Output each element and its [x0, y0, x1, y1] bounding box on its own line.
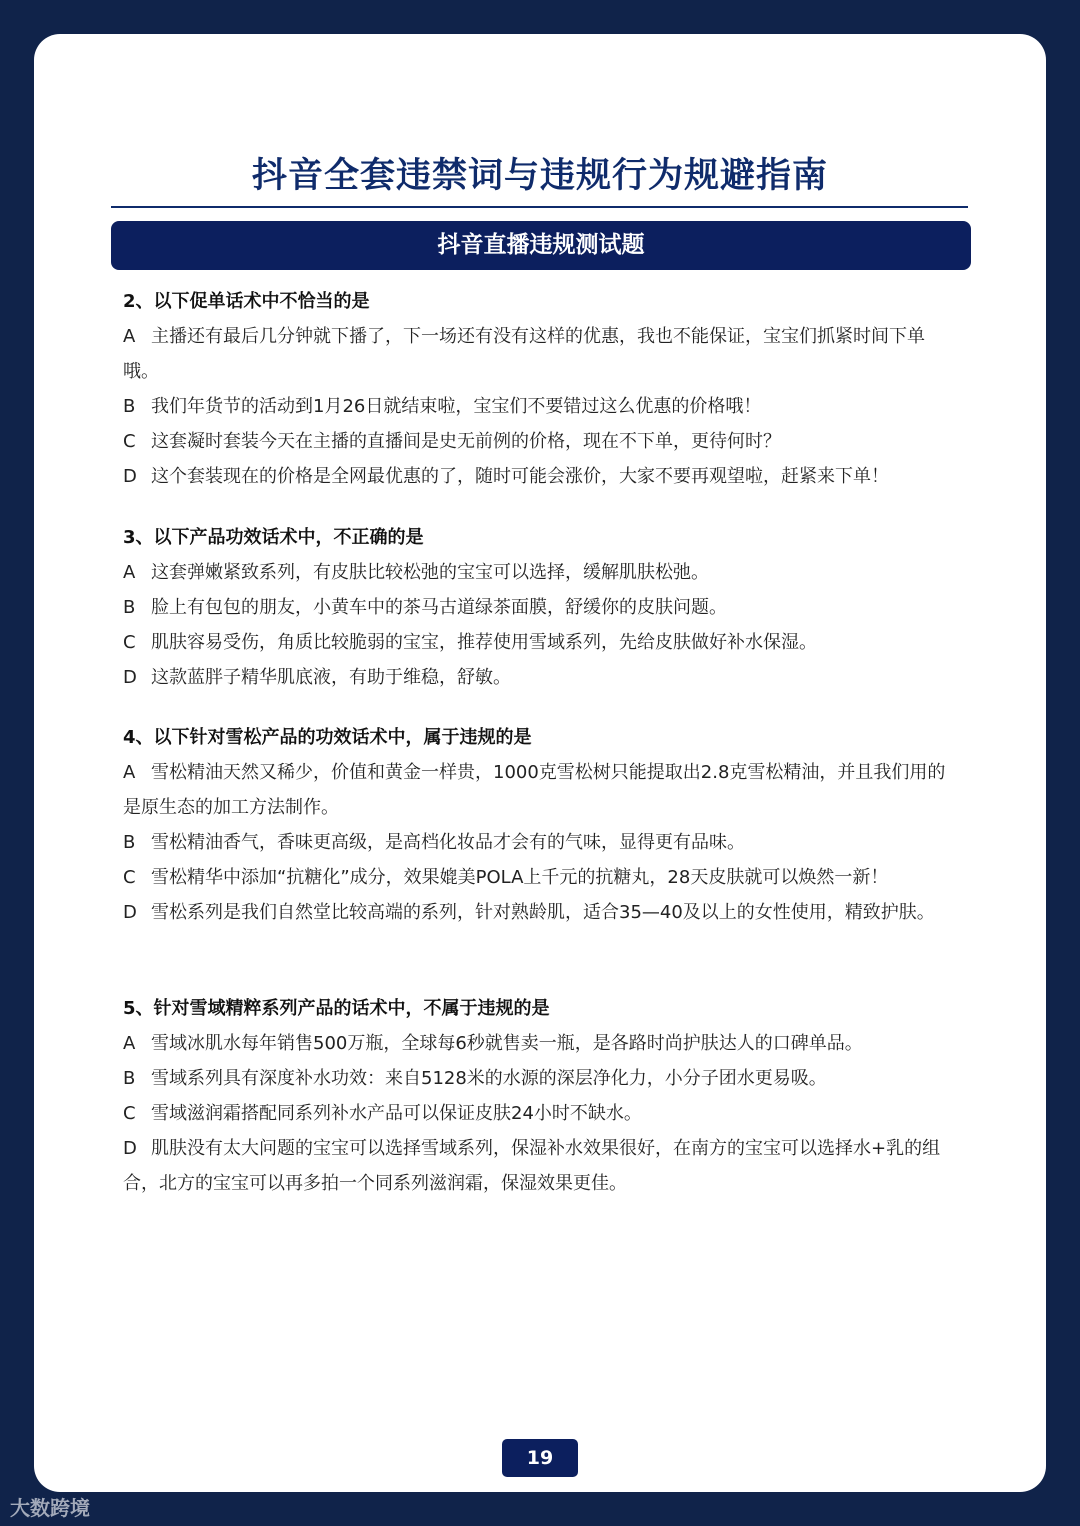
- question-text: 2、以下促单话术中不恰当的是: [123, 291, 370, 312]
- option: D 雪松系列是我们自然堂比较高端的系列，针对熟龄肌，适合35—40及以上的女性使用，精致护肤。: [123, 902, 935, 923]
- option: A 这套弹嫩紧致系列，有皮肤比较松弛的宝宝可以选择，缓解肌肤松弛。: [123, 562, 709, 583]
- watermark: 大数跨境: [10, 1496, 90, 1520]
- option: B 我们年货节的活动到1月26日就结束啦，宝宝们不要错过这么优惠的价格哦！: [123, 396, 762, 417]
- option: C 肌肤容易受伤，角质比较脆弱的宝宝，推荐使用雪域系列，先给皮肤做好补水保湿。: [123, 632, 817, 653]
- option: C 雪域滋润霜搭配同系列补水产品可以保证皮肤24小时不缺水。: [123, 1103, 642, 1124]
- question-text: 5、针对雪域精粹系列产品的话术中，不属于违规的是: [123, 998, 550, 1019]
- page-number: 19: [502, 1439, 578, 1477]
- option: D 这款蓝胖子精华肌底液，有助于维稳，舒敏。: [123, 667, 511, 688]
- question-block: [123, 720, 958, 930]
- question-block: [123, 520, 958, 695]
- option: A 主播还有最后几分钟就下播了，下一场还有没有这样的优惠，我也不能保证，宝宝们抓紧时间下单哦。: [123, 326, 925, 382]
- question-text: 4、以下针对雪松产品的功效话术中，属于违规的是: [123, 727, 532, 748]
- option: C 雪松精华中添加“抗糖化”成分，效果媲美POLA上千元的抗糖丸，28天皮肤就可以焕然一新！: [123, 867, 889, 888]
- option: B 脸上有包包的朋友，小黄车中的茶马古道绿茶面膜，舒缓你的皮肤问题。: [123, 597, 727, 618]
- question-text: 3、以下产品功效话术中，不正确的是: [123, 527, 424, 548]
- question-block: [123, 991, 958, 1201]
- option: D 肌肤没有太大问题的宝宝可以选择雪域系列，保湿补水效果很好，在南方的宝宝可以选择水+乳的组合，北方的宝宝可以再多拍一个同系列滋润霜，保湿效果更佳。: [123, 1138, 941, 1194]
- section-banner: 抖音直播违规测试题: [111, 221, 971, 270]
- option: A 雪域冰肌水每年销售500万瓶，全球每6秒就售卖一瓶，是各路时尚护肤达人的口碑单品。: [123, 1033, 863, 1054]
- option: B 雪域系列具有深度补水功效：来自5128米的水源的深层净化力，小分子团水更易吸。: [123, 1068, 827, 1089]
- option: B 雪松精油香气，香味更高级，是高档化妆品才会有的气味，显得更有品味。: [123, 832, 745, 853]
- option: C 这套凝时套装今天在主播的直播间是史无前例的价格，现在不下单，更待何时？: [123, 431, 781, 452]
- page-title: 抖音全套违禁词与违规行为规避指南: [251, 156, 828, 196]
- option: A 雪松精油天然又稀少，价值和黄金一样贵，1000克雪松树只能提取出2.8克雪松精油，并且我们用的是原生态的加工方法制作。: [123, 762, 946, 818]
- option: D 这个套装现在的价格是全网最优惠的了，随时可能会涨价，大家不要再观望啦，赶紧来下单！: [123, 466, 889, 487]
- title-divider: [111, 206, 968, 208]
- question-block: [123, 284, 958, 494]
